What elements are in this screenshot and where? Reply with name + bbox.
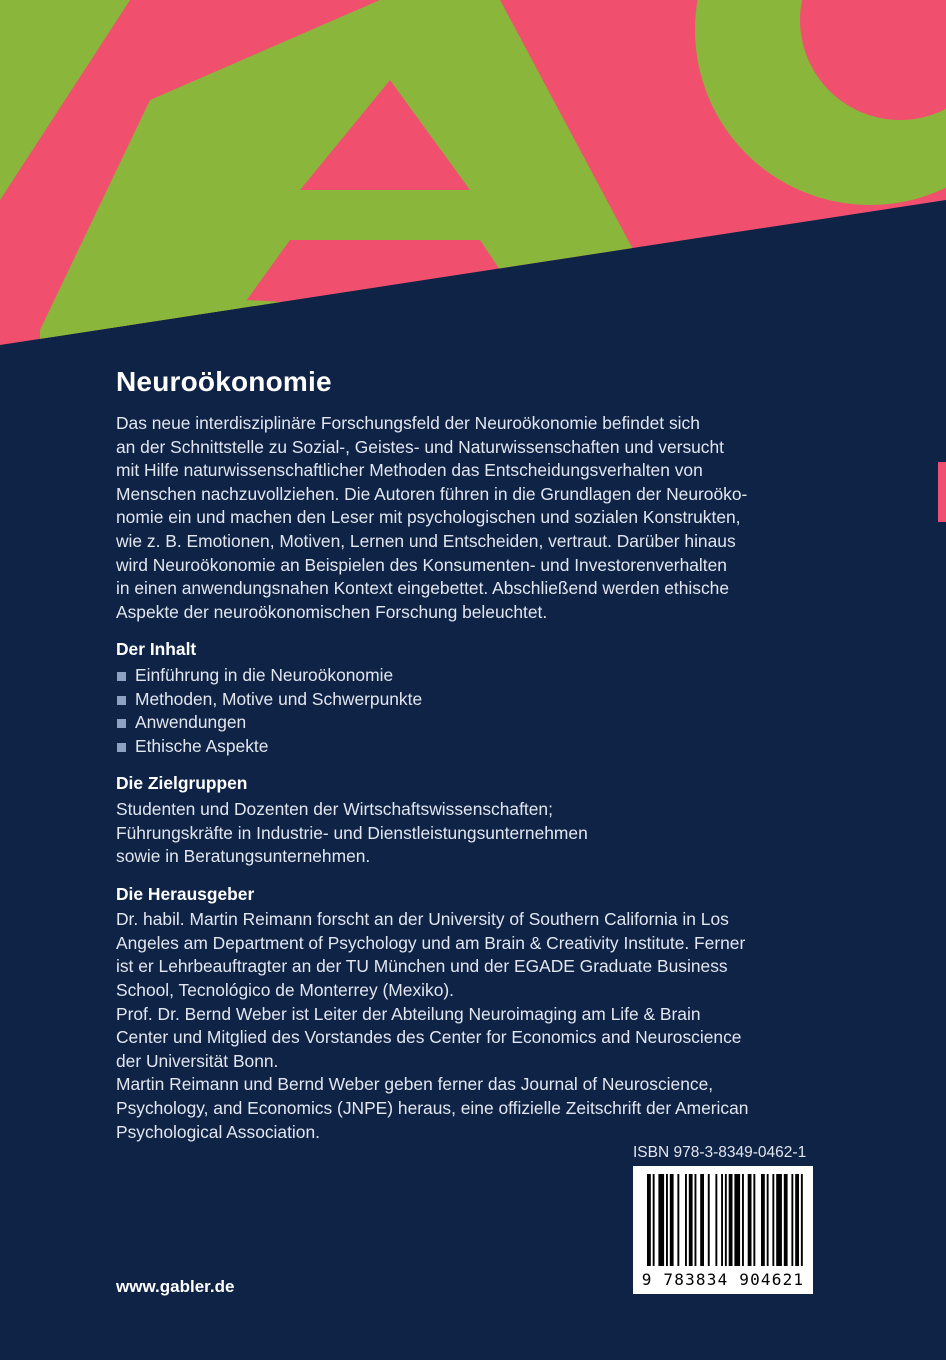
intro-paragraph <box>116 412 816 624</box>
intro-line: Aspekte der neuroökonomischen Forschung beleuchtet. <box>116 601 548 622</box>
herausgeber-line: Prof. Dr. Bernd Weber ist Leiter der Abteilung Neuroimaging am Life & Brain <box>116 1003 701 1024</box>
book-title: Neuroökonomie <box>116 366 332 397</box>
barcode-bar <box>689 1174 693 1266</box>
intro-line: mit Hilfe naturwissenschaftlicher Methoden das Entscheidungsverhalten von <box>116 460 703 481</box>
barcode-bars <box>633 1166 813 1270</box>
intro-line: wird Neuroökonomie an Beispielen des Konsumenten- und Investorenverhalten <box>116 554 727 575</box>
barcode-bar <box>708 1174 710 1266</box>
intro-line: an der Schnittstelle zu Sozial-, Geistes- und Naturwissenschaften und versucht <box>116 436 725 457</box>
barcode-bar <box>795 1174 799 1266</box>
barcode-bar <box>791 1174 793 1266</box>
herausgeber-line: Martin Reimann und Bernd Weber geben ferner das Journal of Neuroscience, <box>116 1074 714 1095</box>
list-item <box>116 711 816 735</box>
herausgeber-line: der Universität Bonn. <box>116 1050 279 1071</box>
barcode-bar <box>721 1174 723 1266</box>
herausgeber-heading: Die Herausgeber <box>116 883 255 904</box>
intro-line: Das neue interdisziplinäre Forschungsfeld der Neuroökonomie befindet sich <box>116 413 700 433</box>
isbn-label: ISBN 978-3-8349-0462-1 <box>633 1144 807 1161</box>
list-item <box>116 735 816 759</box>
intro-line: Menschen nachzuvollziehen. Die Autoren führen in die Grundlagen der Neuroöko- <box>116 483 748 504</box>
square-bullet-icon <box>117 696 126 705</box>
barcode-bar <box>685 1174 687 1266</box>
barcode-bar <box>658 1174 664 1266</box>
barcode-bar <box>670 1174 674 1266</box>
zielgruppen-line: sowie in Beratungsunternehmen. <box>116 846 371 867</box>
herausgeber-line: Angeles am Department of Psychology und am Brain & Creativity Institute. Ferner <box>116 932 746 953</box>
back-cover-text <box>116 366 816 1144</box>
barcode-bar <box>801 1174 803 1266</box>
barcode-bar <box>715 1174 717 1266</box>
square-bullet-icon <box>117 743 126 752</box>
barcode-bar <box>772 1174 774 1266</box>
square-bullet-icon <box>117 672 126 681</box>
publisher-website: www.gabler.de <box>116 1277 235 1296</box>
barcode-bar <box>776 1174 782 1266</box>
list-item-label: Einführung in die Neuroökonomie <box>135 664 394 685</box>
herausgeber-line: Psychological Association. <box>116 1121 320 1142</box>
zielgruppen-paragraph <box>116 798 816 869</box>
barcode-bar <box>677 1174 679 1266</box>
list-item-label: Methoden, Motive und Schwerpunkte <box>135 688 423 709</box>
herausgeber-line: Center und Mitglied des Vorstandes des Center for Economics and Neuroscience <box>116 1027 742 1048</box>
zielgruppen-heading: Die Zielgruppen <box>116 773 248 794</box>
barcode-digits: 9 783834 904621 <box>641 1270 805 1289</box>
edge-marker <box>938 462 946 522</box>
zielgruppen-line: Führungskräfte in Industrie- und Dienstleistungsunternehmen <box>116 822 588 843</box>
herausgeber-line: School, Tecnológico de Monterrey (Mexiko). <box>116 980 454 1001</box>
inhalt-list <box>116 664 816 758</box>
cover-graphic <box>0 0 946 360</box>
list-item <box>116 664 816 688</box>
barcode-bar <box>734 1174 740 1266</box>
list-item-label: Anwendungen <box>135 712 247 733</box>
barcode-bar <box>742 1174 744 1266</box>
herausgeber-line: ist er Lehrbeauftragter an der TU München und der EGADE Graduate Business <box>116 956 728 977</box>
herausgeber-line: Psychology, and Economics (JNPE) heraus, eine offizielle Zeitschrift der American <box>116 1098 749 1119</box>
square-bullet-icon <box>117 719 126 728</box>
intro-line: wie z. B. Emotionen, Motiven, Lernen und Entscheiden, vertraut. Darüber hinaus <box>116 530 736 551</box>
barcode <box>633 1166 813 1294</box>
barcode-bar <box>729 1174 733 1266</box>
barcode-bar <box>767 1174 769 1266</box>
intro-line: in einen anwendungsnahen Kontext eingebettet. Abschließend werden ethische <box>116 578 729 599</box>
zielgruppen-line: Studenten und Dozenten der Wirtschaftswissenschaften; <box>116 798 553 819</box>
herausgeber-paragraph <box>116 908 816 1144</box>
barcode-bar <box>647 1174 651 1266</box>
barcode-bar <box>748 1174 752 1266</box>
barcode-bar <box>695 1174 697 1266</box>
barcode-bar <box>784 1174 788 1266</box>
barcode-bar <box>653 1174 655 1266</box>
list-item <box>116 688 816 712</box>
list-item-label: Ethische Aspekte <box>135 735 269 756</box>
barcode-bar <box>666 1174 668 1266</box>
barcode-bar <box>700 1174 704 1266</box>
barcode-bar <box>725 1174 727 1266</box>
barcode-bar <box>761 1174 765 1266</box>
barcode-bar <box>753 1174 755 1266</box>
inhalt-heading: Der Inhalt <box>116 639 197 660</box>
herausgeber-line: Dr. habil. Martin Reimann forscht an der University of Southern California in Los <box>116 909 729 930</box>
intro-line: nomie ein und machen den Leser mit psychologischen und sozialen Konstrukten, <box>116 507 741 528</box>
